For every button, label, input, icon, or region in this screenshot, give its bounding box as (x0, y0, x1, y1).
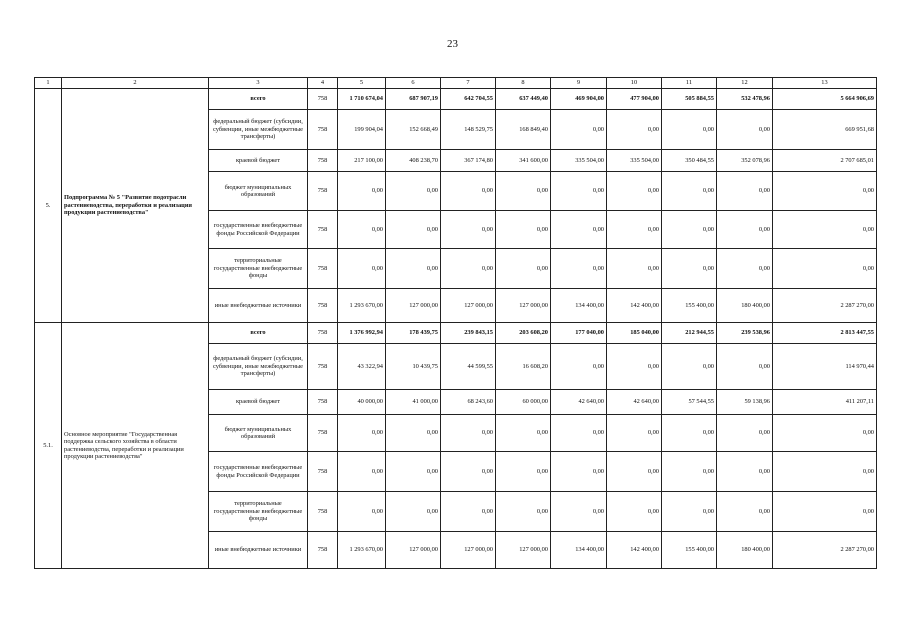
amount-cell: 178 439,75 (386, 323, 441, 344)
amount-cell: 0,00 (662, 452, 717, 492)
amount-cell: 0,00 (717, 172, 773, 211)
budget-code: 758 (308, 110, 338, 150)
amount-cell: 239 538,96 (717, 323, 773, 344)
amount-cell: 155 400,00 (662, 532, 717, 569)
item-number: 5.1. (35, 323, 62, 569)
amount-cell: 0,00 (717, 492, 773, 532)
amount-cell: 185 040,00 (607, 323, 662, 344)
amount-cell: 0,00 (717, 110, 773, 150)
item-title: Подпрограмма № 5 "Развитие подотрасли растениеводства, переработки и реализация продукции растениеводства" (62, 89, 209, 323)
amount-cell: 0,00 (496, 415, 551, 452)
amount-cell: 0,00 (717, 344, 773, 390)
amount-cell: 0,00 (386, 172, 441, 211)
amount-cell: 0,00 (717, 211, 773, 249)
funding-source: краевой бюджет (209, 390, 308, 415)
header-cell: 8 (496, 78, 551, 89)
amount-cell: 352 078,96 (717, 150, 773, 172)
header-cell: 4 (308, 78, 338, 89)
amount-cell: 59 138,96 (717, 390, 773, 415)
amount-cell: 367 174,80 (441, 150, 496, 172)
funding-source: всего (209, 323, 308, 344)
header-cell: 1 (35, 78, 62, 89)
amount-cell: 0,00 (551, 249, 607, 289)
budget-code: 758 (308, 452, 338, 492)
header-cell: 3 (209, 78, 308, 89)
amount-cell: 0,00 (607, 415, 662, 452)
item-number: 5. (35, 89, 62, 323)
funding-source: иные внебюджетные источники (209, 289, 308, 323)
amount-cell: 0,00 (441, 492, 496, 532)
amount-cell: 217 100,00 (338, 150, 386, 172)
amount-cell: 134 400,00 (551, 289, 607, 323)
item-title: Основное мероприятие "Государственная поддержка сельского хозяйства в области растениеводства, переработки и реализации продукции растениеводства" (62, 323, 209, 569)
amount-cell: 43 322,94 (338, 344, 386, 390)
header-cell: 11 (662, 78, 717, 89)
header-cell: 6 (386, 78, 441, 89)
amount-cell: 41 000,00 (386, 390, 441, 415)
amount-cell: 127 000,00 (386, 289, 441, 323)
header-cell: 5 (338, 78, 386, 89)
amount-cell: 0,00 (338, 211, 386, 249)
amount-cell: 0,00 (607, 492, 662, 532)
amount-cell: 0,00 (773, 172, 877, 211)
amount-cell: 0,00 (662, 211, 717, 249)
funding-source: краевой бюджет (209, 150, 308, 172)
amount-cell: 0,00 (717, 415, 773, 452)
page-number: 23 (447, 38, 458, 50)
amount-cell: 60 000,00 (496, 390, 551, 415)
amount-cell: 2 707 685,01 (773, 150, 877, 172)
funding-source: всего (209, 89, 308, 110)
amount-cell: 168 849,40 (496, 110, 551, 150)
amount-cell: 1 293 670,00 (338, 532, 386, 569)
amount-cell: 0,00 (496, 492, 551, 532)
header-cell: 12 (717, 78, 773, 89)
budget-table (34, 77, 877, 569)
amount-cell: 0,00 (551, 344, 607, 390)
header-row (35, 78, 877, 89)
amount-cell: 0,00 (607, 249, 662, 289)
amount-cell: 0,00 (607, 211, 662, 249)
amount-cell: 127 000,00 (441, 532, 496, 569)
amount-cell: 2 287 270,00 (773, 532, 877, 569)
amount-cell: 142 400,00 (607, 532, 662, 569)
amount-cell: 44 599,55 (441, 344, 496, 390)
amount-cell: 0,00 (662, 344, 717, 390)
table-row (35, 323, 877, 344)
table-row (35, 89, 877, 110)
budget-code: 758 (308, 344, 338, 390)
amount-cell: 16 608,20 (496, 344, 551, 390)
header-cell: 2 (62, 78, 209, 89)
amount-cell: 0,00 (338, 249, 386, 289)
amount-cell: 0,00 (773, 492, 877, 532)
amount-cell: 0,00 (551, 415, 607, 452)
amount-cell: 155 400,00 (662, 289, 717, 323)
amount-cell: 335 504,00 (607, 150, 662, 172)
amount-cell: 0,00 (386, 492, 441, 532)
amount-cell: 212 944,55 (662, 323, 717, 344)
amount-cell: 0,00 (717, 249, 773, 289)
amount-cell: 68 243,60 (441, 390, 496, 415)
amount-cell: 0,00 (496, 211, 551, 249)
amount-cell: 335 504,00 (551, 150, 607, 172)
amount-cell: 0,00 (662, 249, 717, 289)
amount-cell: 0,00 (386, 211, 441, 249)
amount-cell: 637 449,40 (496, 89, 551, 110)
header-cell: 7 (441, 78, 496, 89)
funding-source: иные внебюджетные источники (209, 532, 308, 569)
amount-cell: 57 544,55 (662, 390, 717, 415)
amount-cell: 0,00 (773, 211, 877, 249)
amount-cell: 0,00 (773, 415, 877, 452)
amount-cell: 0,00 (717, 452, 773, 492)
amount-cell: 0,00 (441, 211, 496, 249)
budget-code: 758 (308, 415, 338, 452)
amount-cell: 42 640,00 (607, 390, 662, 415)
budget-code: 758 (308, 532, 338, 569)
amount-cell: 477 904,00 (607, 89, 662, 110)
amount-cell: 127 000,00 (386, 532, 441, 569)
amount-cell: 127 000,00 (496, 532, 551, 569)
amount-cell: 0,00 (607, 172, 662, 211)
amount-cell: 199 904,04 (338, 110, 386, 150)
budget-code: 758 (308, 289, 338, 323)
amount-cell: 142 400,00 (607, 289, 662, 323)
amount-cell: 180 400,00 (717, 532, 773, 569)
funding-source: территориальные государственные внебюджетные фонды (209, 492, 308, 532)
amount-cell: 0,00 (662, 110, 717, 150)
funding-source: федеральный бюджет (субсидии, субвенции, иные межбюджетные трансферты) (209, 110, 308, 150)
amount-cell: 148 529,75 (441, 110, 496, 150)
amount-cell: 40 000,00 (338, 390, 386, 415)
amount-cell: 0,00 (338, 452, 386, 492)
funding-source: государственные внебюджетные фонды Российской Федерации (209, 211, 308, 249)
funding-source: государственные внебюджетные фонды Российской Федерации (209, 452, 308, 492)
amount-cell: 0,00 (386, 452, 441, 492)
amount-cell: 341 600,00 (496, 150, 551, 172)
amount-cell: 0,00 (607, 344, 662, 390)
amount-cell: 1 376 992,94 (338, 323, 386, 344)
amount-cell: 687 907,19 (386, 89, 441, 110)
amount-cell: 1 710 674,04 (338, 89, 386, 110)
amount-cell: 0,00 (607, 110, 662, 150)
amount-cell: 0,00 (662, 172, 717, 211)
header-cell: 10 (607, 78, 662, 89)
amount-cell: 134 400,00 (551, 532, 607, 569)
amount-cell: 203 608,20 (496, 323, 551, 344)
amount-cell: 180 400,00 (717, 289, 773, 323)
amount-cell: 0,00 (773, 249, 877, 289)
funding-source: территориальные государственные внебюджетные фонды (209, 249, 308, 289)
amount-cell: 152 668,49 (386, 110, 441, 150)
budget-code: 758 (308, 89, 338, 110)
budget-code: 758 (308, 211, 338, 249)
amount-cell: 5 664 906,69 (773, 89, 877, 110)
amount-cell: 0,00 (551, 211, 607, 249)
amount-cell: 532 478,96 (717, 89, 773, 110)
amount-cell: 642 704,55 (441, 89, 496, 110)
budget-code: 758 (308, 150, 338, 172)
amount-cell: 0,00 (551, 492, 607, 532)
amount-cell: 0,00 (551, 172, 607, 211)
amount-cell: 0,00 (441, 249, 496, 289)
amount-cell: 42 640,00 (551, 390, 607, 415)
amount-cell: 505 884,55 (662, 89, 717, 110)
amount-cell: 10 439,75 (386, 344, 441, 390)
amount-cell: 127 000,00 (496, 289, 551, 323)
amount-cell: 411 207,11 (773, 390, 877, 415)
funding-source: бюджет муниципальных образований (209, 415, 308, 452)
amount-cell: 0,00 (441, 415, 496, 452)
amount-cell: 0,00 (662, 415, 717, 452)
table-body (35, 78, 877, 569)
amount-cell: 0,00 (607, 452, 662, 492)
amount-cell: 127 000,00 (441, 289, 496, 323)
amount-cell: 0,00 (338, 492, 386, 532)
amount-cell: 239 843,15 (441, 323, 496, 344)
amount-cell: 114 970,44 (773, 344, 877, 390)
amount-cell: 177 040,00 (551, 323, 607, 344)
amount-cell: 0,00 (338, 415, 386, 452)
amount-cell: 0,00 (551, 452, 607, 492)
amount-cell: 669 951,68 (773, 110, 877, 150)
amount-cell: 0,00 (386, 415, 441, 452)
amount-cell: 350 484,55 (662, 150, 717, 172)
amount-cell: 0,00 (338, 172, 386, 211)
amount-cell: 2 287 270,00 (773, 289, 877, 323)
amount-cell: 408 238,70 (386, 150, 441, 172)
amount-cell: 0,00 (496, 172, 551, 211)
amount-cell: 0,00 (662, 492, 717, 532)
amount-cell: 0,00 (773, 452, 877, 492)
budget-code: 758 (308, 323, 338, 344)
amount-cell: 2 813 447,55 (773, 323, 877, 344)
amount-cell: 0,00 (386, 249, 441, 289)
amount-cell: 0,00 (496, 249, 551, 289)
funding-source: федеральный бюджет (субсидии, субвенции, иные межбюджетные трансферты) (209, 344, 308, 390)
budget-code: 758 (308, 172, 338, 211)
header-cell: 13 (773, 78, 877, 89)
budget-code: 758 (308, 390, 338, 415)
amount-cell: 0,00 (441, 172, 496, 211)
amount-cell: 0,00 (496, 452, 551, 492)
funding-source: бюджет муниципальных образований (209, 172, 308, 211)
budget-code: 758 (308, 249, 338, 289)
amount-cell: 1 293 670,00 (338, 289, 386, 323)
header-cell: 9 (551, 78, 607, 89)
amount-cell: 469 904,00 (551, 89, 607, 110)
budget-code: 758 (308, 492, 338, 532)
amount-cell: 0,00 (441, 452, 496, 492)
amount-cell: 0,00 (551, 110, 607, 150)
